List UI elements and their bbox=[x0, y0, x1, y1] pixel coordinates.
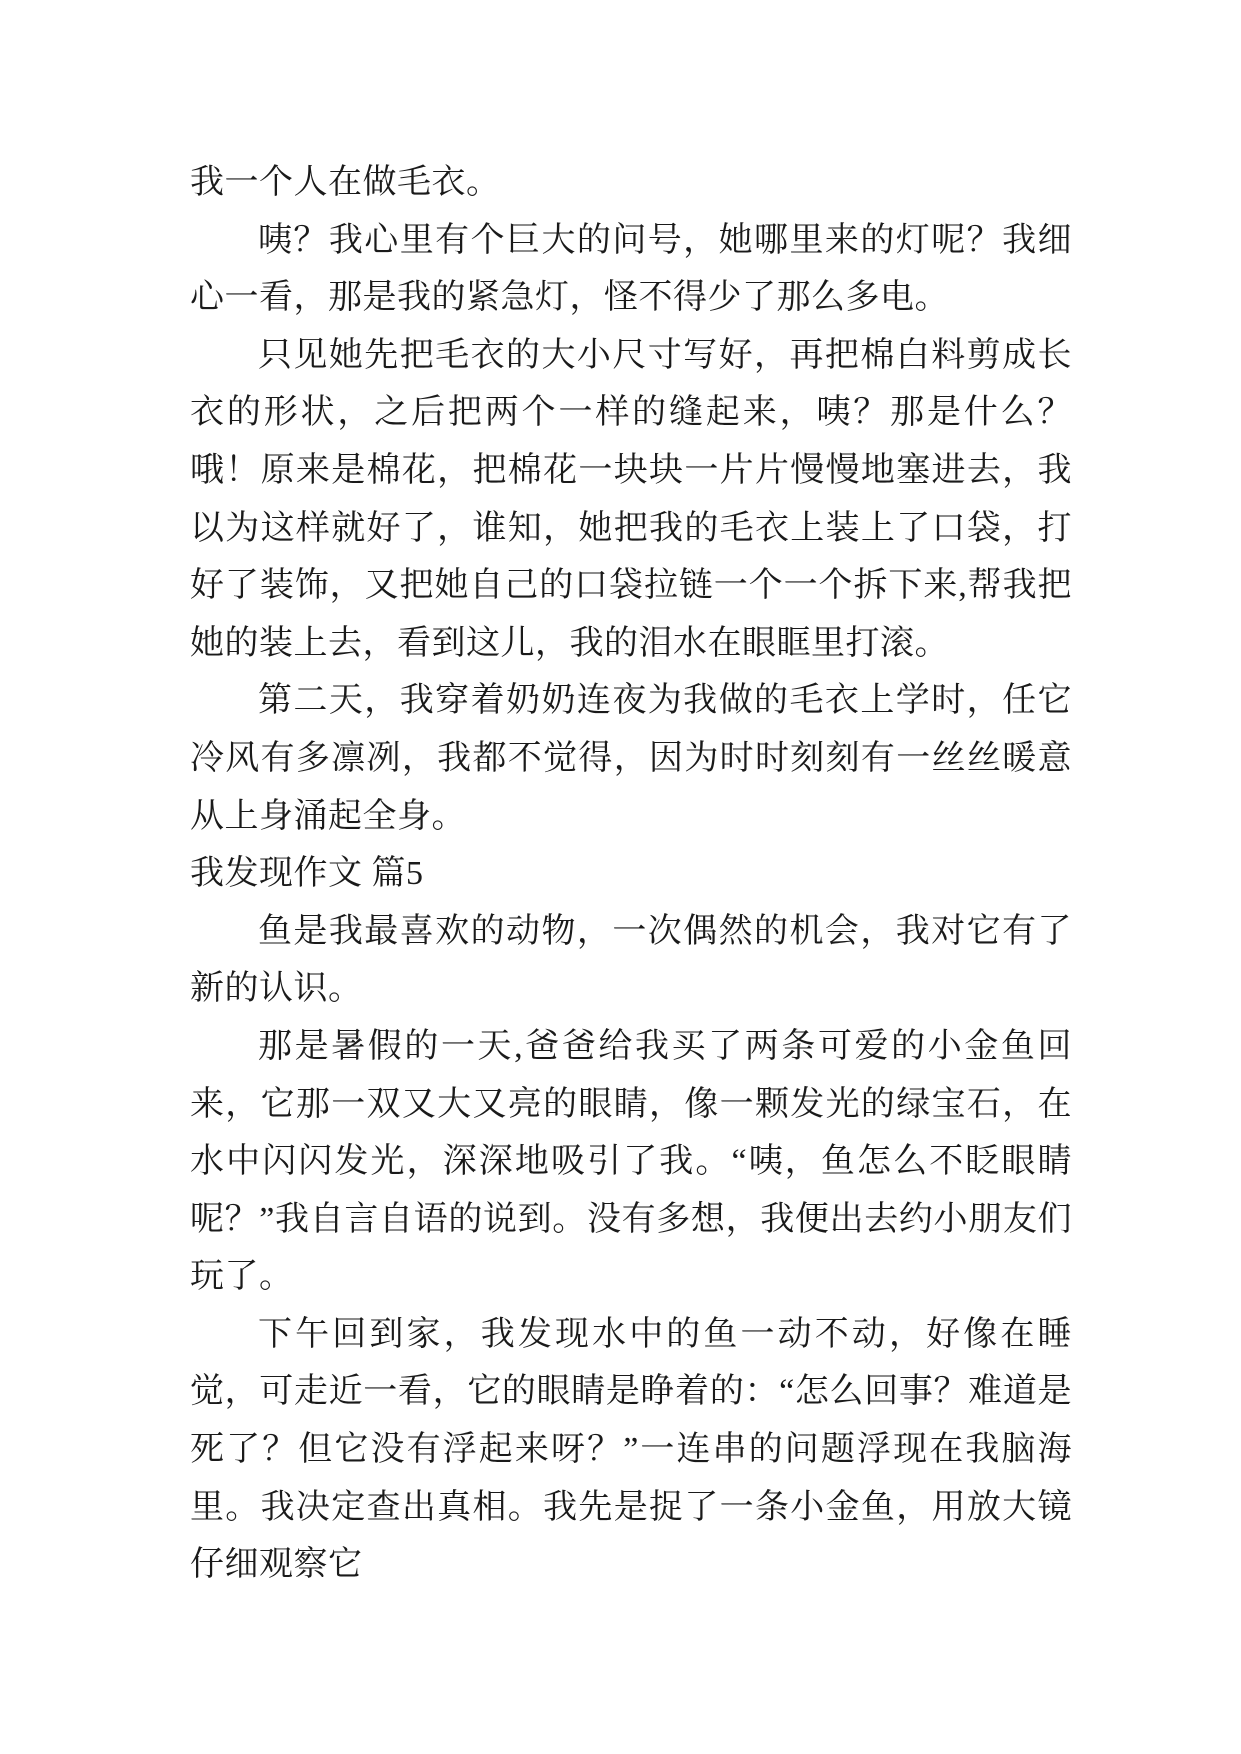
paragraph: 那是暑假的一天,爸爸给我买了两条可爱的小金鱼回来，它那一双又大又亮的眼睛，像一颗发光的绿宝石，在水中闪闪发光，深深地吸引了我。“咦，鱼怎么不眨眼睛呢？”我自言自语的说到。没有多想，我便出去约小朋友们玩了。 bbox=[190, 1027, 1072, 1296]
paragraph: 第二天，我穿着奶奶连夜为我做的毛衣上学时，任它冷风有多凛冽，我都不觉得，因为时时刻刻有一丝丝暖意从上身涌起全身。 bbox=[190, 682, 1072, 835]
paragraph: 只见她先把毛衣的大小尺寸写好，再把棉白料剪成长衣的形状，之后把两个一样的缝起来，咦？那是什么？哦！原来是棉花，把棉花一块块一片片慢慢地塞进去，我以为这样就好了，谁知，她把我的毛衣上装上了口袋，打好了装饰，又把她自己的口袋拉链一个一个拆下来,帮我把她的装上去，看到这儿，我的泪水在眼眶里打滚。 bbox=[190, 336, 1072, 662]
essay-body bbox=[190, 154, 1072, 1594]
paragraph: 咦？我心里有个巨大的问号，她哪里来的灯呢？我细心一看，那是我的紧急灯，怪不得少了那么多电。 bbox=[190, 221, 1072, 317]
paragraph-continuation: 我一个人在做毛衣。 bbox=[190, 164, 501, 201]
paragraph: 下午回到家，我发现水中的鱼一动不动，好像在睡觉，可走近一看，它的眼睛是睁着的：“怎么回事？难道是死了？但它没有浮起来呀？”一连串的问题浮现在我脑海里。我决定查出真相。我先是捉了一条小金鱼，用放大镜仔细观察它 bbox=[190, 1315, 1072, 1584]
paragraph: 鱼是我最喜欢的动物，一次偶然的机会，我对它有了新的认识。 bbox=[190, 912, 1072, 1008]
section-heading: 我发现作文 篇5 bbox=[190, 855, 424, 893]
